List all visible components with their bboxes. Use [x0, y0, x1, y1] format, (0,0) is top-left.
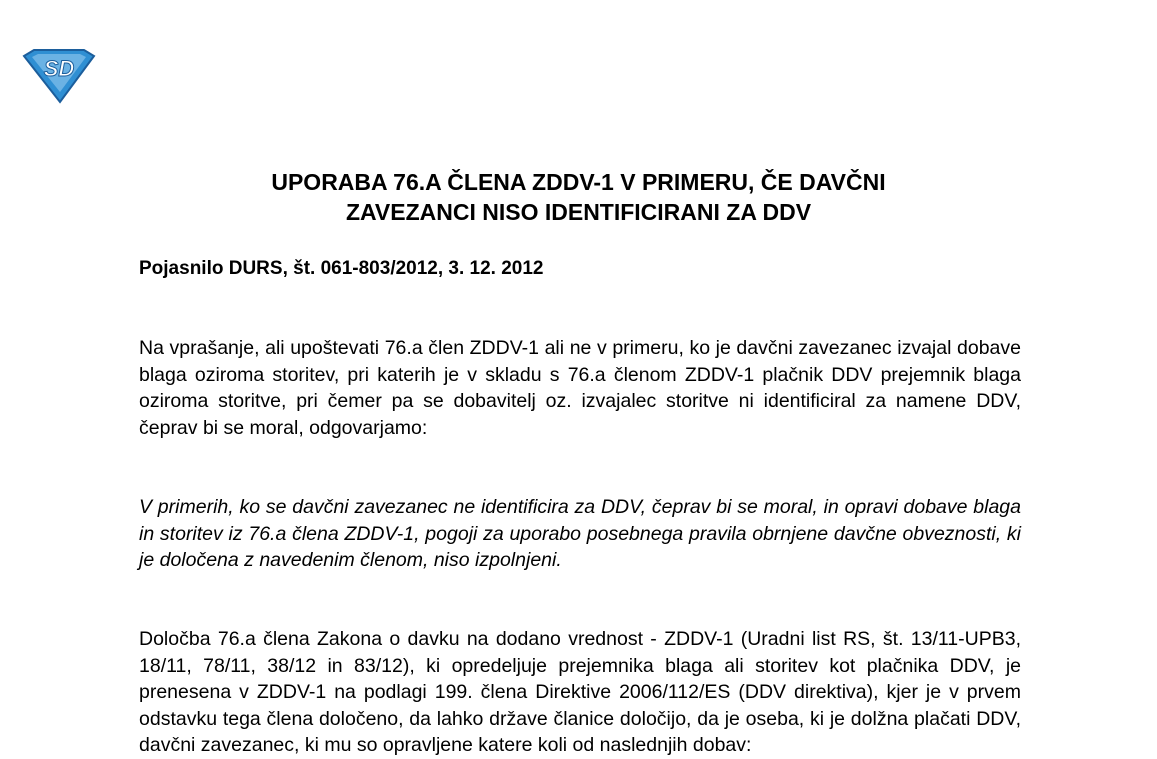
document-subtitle: Pojasnilo DURS, št. 061-803/2012, 3. 12. 2012 [139, 258, 544, 279]
logo-letters: SD [43, 56, 75, 81]
document-title [0, 167, 1157, 227]
company-logo [22, 48, 96, 104]
title-line-2: ZAVEZANCI NISO IDENTIFICIRANI ZA DDV [345, 199, 812, 225]
paragraph-explanation: Določba 76.a člena Zakona o davku na dodano vrednost - ZDDV-1 (Uradni list RS, št. 13/11-UPB3, 18/11, 78/11, 38/12 in 83/12), ki opredeljuje prejemnika blaga ali storitev kot plačnika DDV, je prenesena v ZDDV-1 na podlagi 199. člena Direktive 2006/112/ES (DDV direktiva), kjer je v prvem odstavku tega člena določeno, da lahko države članice določijo, da je oseba, ki je dolžna plačati DDV, davčni zavezanec, ki mu so opravljene katere koli od naslednjih dobav: [139, 628, 1021, 756]
paragraph-answer: V primerih, ko se davčni zavezanec ne identificira za DDV, čeprav bi se moral, in opravi dobave blaga in storitev iz 76.a člena ZDDV-1, pogoji za uporabo posebnega pravila obrnjene davčne obveznosti, ki je določena z navedenim členom, niso izpolnjeni. [139, 496, 1021, 571]
paragraph-question: Na vprašanje, ali upoštevati 76.a člen ZDDV-1 ali ne v primeru, ko je davčni zavezanec izvajal dobave blaga oziroma storitev, pri katerih je v skladu s 76.a členom ZDDV-1 plačnik DDV prejemnik blaga oziroma storitve, pri čemer pa se dobavitelj oz. izvajalec storitve ni identificiral za namene DDV, čeprav bi se moral, odgovarjamo: [139, 337, 1021, 439]
title-line-1: UPORABA 76.A ČLENA ZDDV-1 V PRIMERU, ČE DAVČNI [271, 169, 886, 195]
